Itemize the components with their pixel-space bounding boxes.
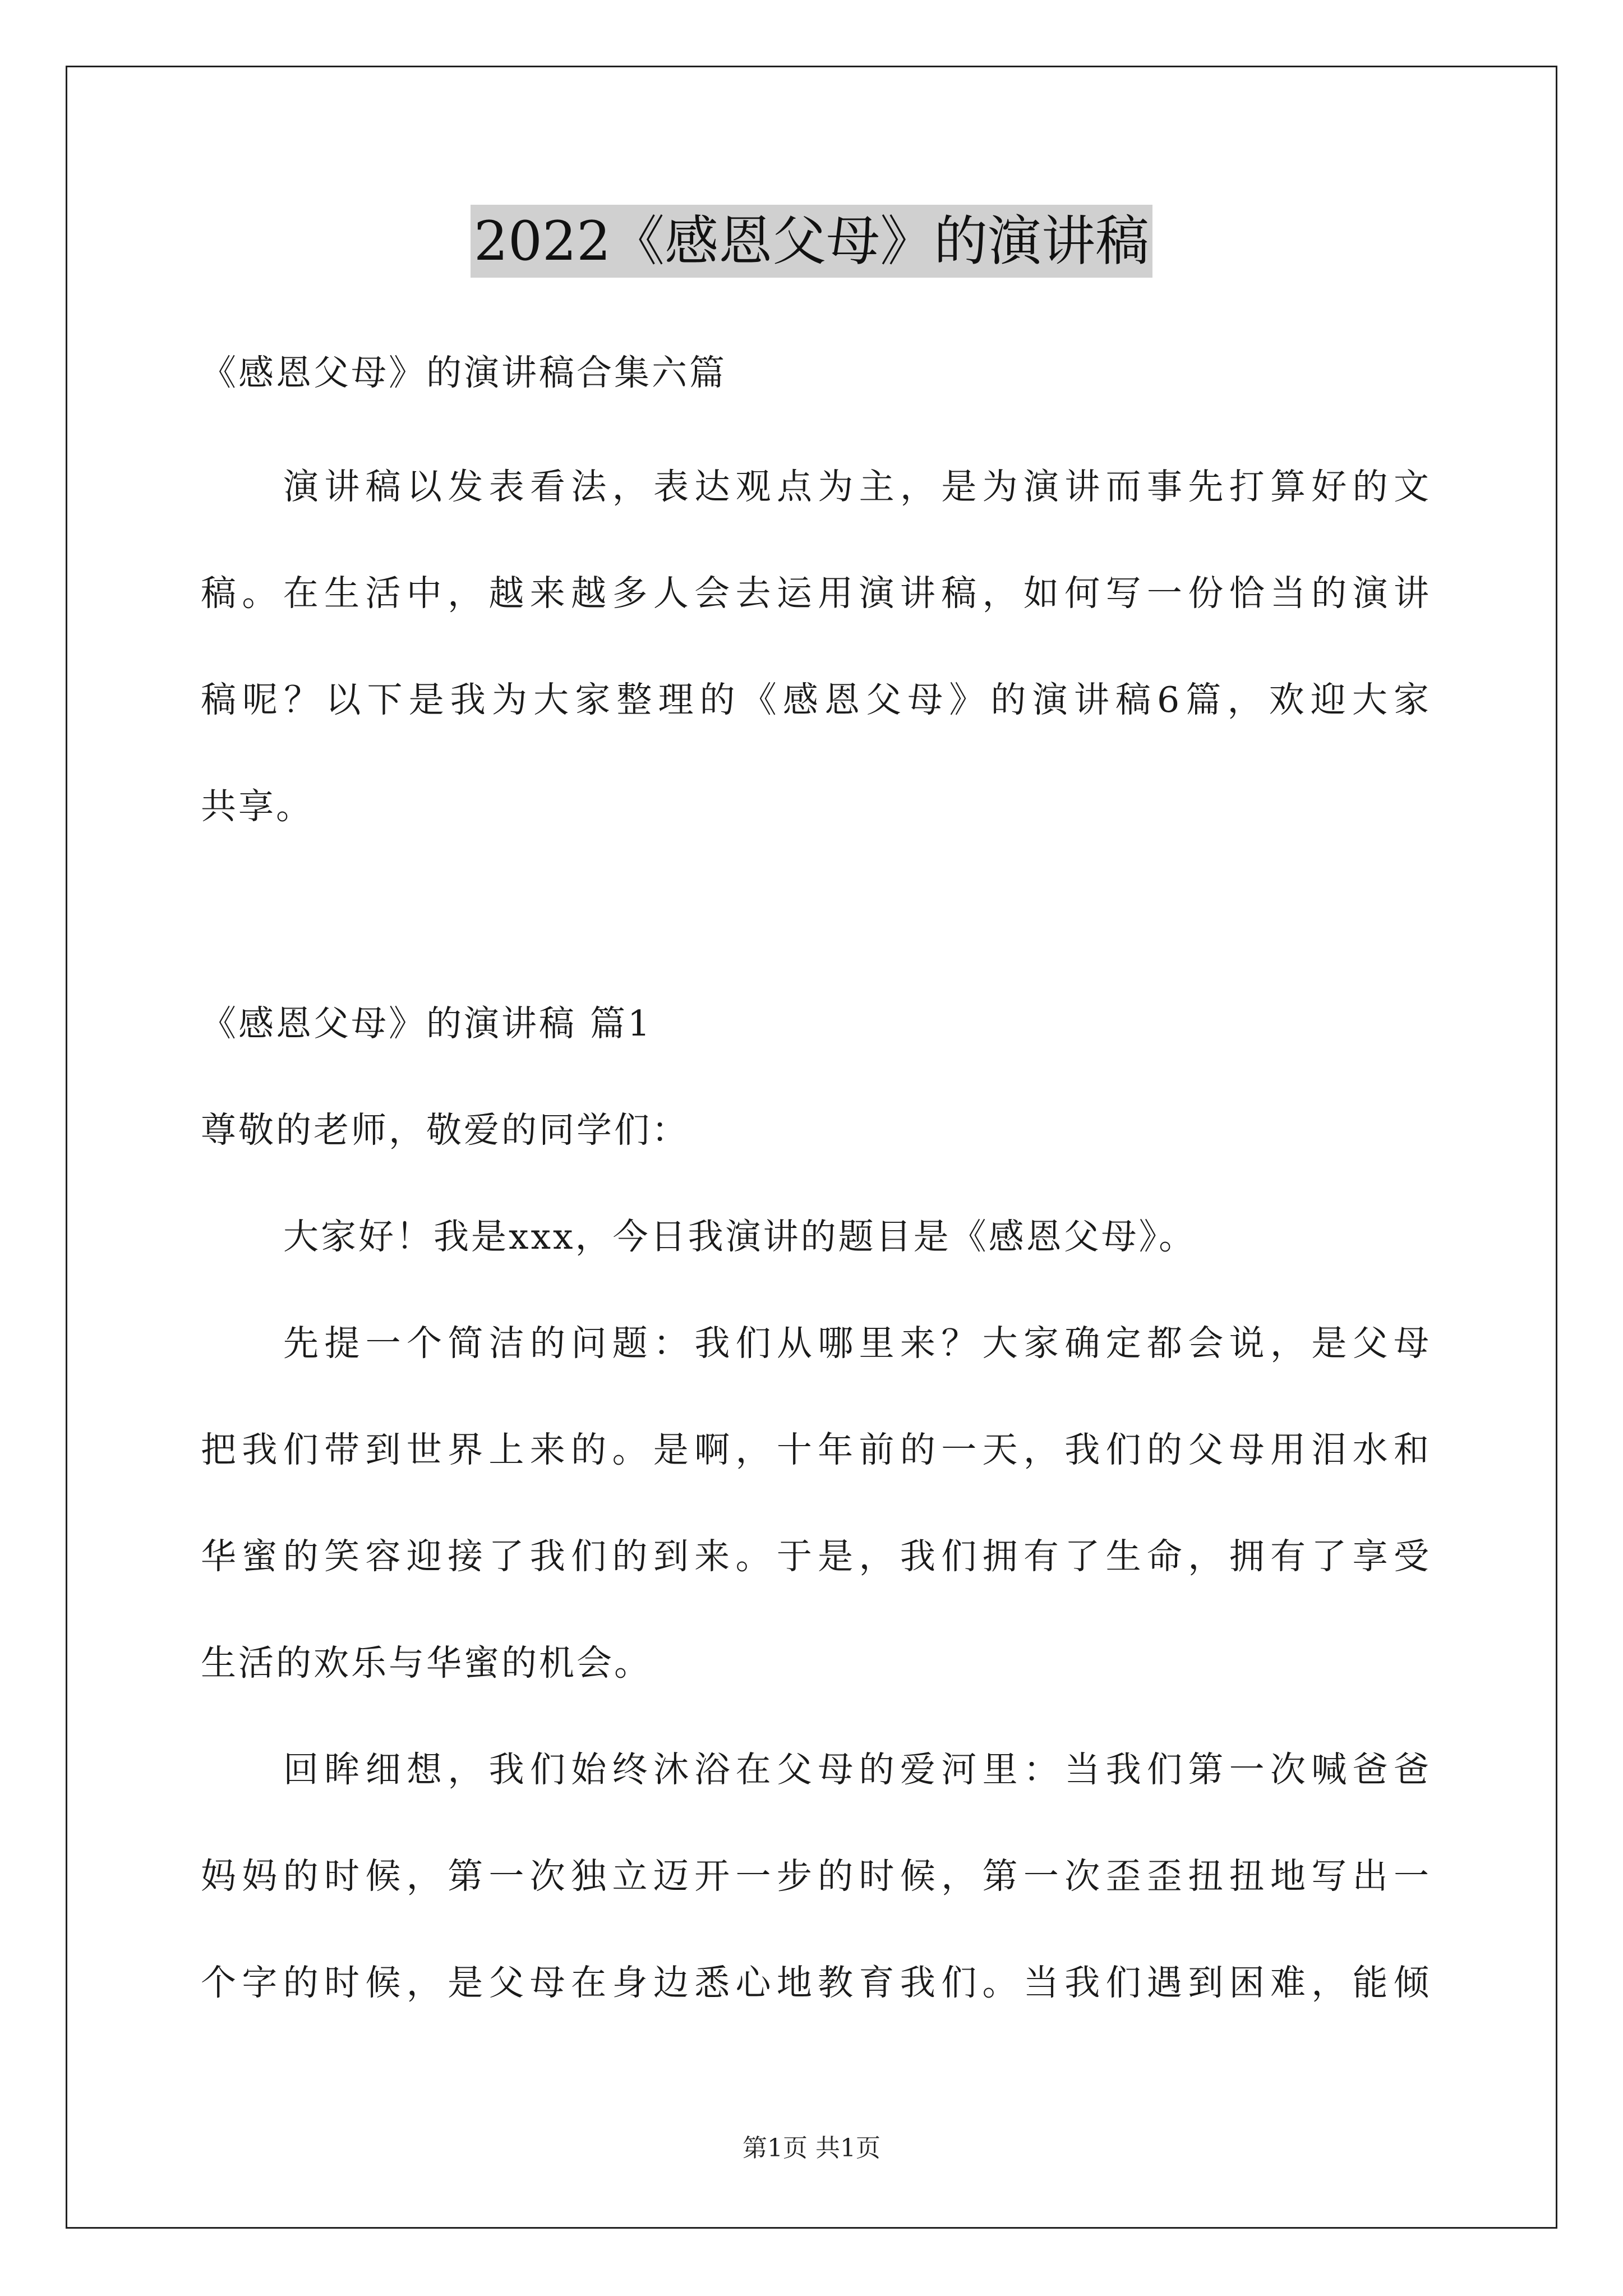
section-heading: 《感恩父母》的演讲稿 篇1 xyxy=(201,1003,653,1044)
intro-line: 稿。在生活中，越来越多人会去运用演讲稿，如何写一份恰当的演讲 xyxy=(201,573,1429,614)
greeting: 大家好！我是xxx，今日我演讲的题目是《感恩父母》。 xyxy=(283,1216,1197,1257)
intro-line: 共享。 xyxy=(201,786,313,827)
salutation: 尊敬的老师，敬爱的同学们： xyxy=(201,1110,689,1151)
intro-line: 稿呢？以下是我为大家整理的《感恩父母》的演讲稿6篇，欢迎大家 xyxy=(201,679,1429,720)
document-subtitle: 《感恩父母》的演讲稿合集六篇 xyxy=(201,352,727,393)
paragraph-line: 生活的欢乐与华蜜的机会。 xyxy=(201,1642,652,1683)
paragraph-line: 把我们带到世界上来的。是啊，十年前的一天，我们的父母用泪水和 xyxy=(201,1429,1429,1470)
paragraph-line: 妈妈的时候，第一次独立迈开一步的时候，第一次歪歪扭扭地写出一 xyxy=(201,1856,1429,1897)
document-title: 2022《感恩父母》的演讲稿 xyxy=(471,205,1152,278)
paragraph-line: 个字的时候，是父母在身边悉心地教育我们。当我们遇到困难，能倾 xyxy=(201,1962,1429,2003)
paragraph-line: 华蜜的笑容迎接了我们的到来。于是，我们拥有了生命，拥有了享受 xyxy=(201,1536,1429,1577)
title-wrap xyxy=(0,205,1623,278)
page-footer: 第1页 共1页 xyxy=(743,2134,880,2162)
paragraph-line: 先提一个简洁的问题：我们从哪里来？大家确定都会说，是父母 xyxy=(283,1323,1429,1364)
intro-line: 演讲稿以发表看法，表达观点为主，是为演讲而事先打算好的文 xyxy=(283,466,1429,507)
paragraph-line: 回眸细想，我们始终沐浴在父母的爱河里：当我们第一次喊爸爸 xyxy=(283,1749,1429,1790)
